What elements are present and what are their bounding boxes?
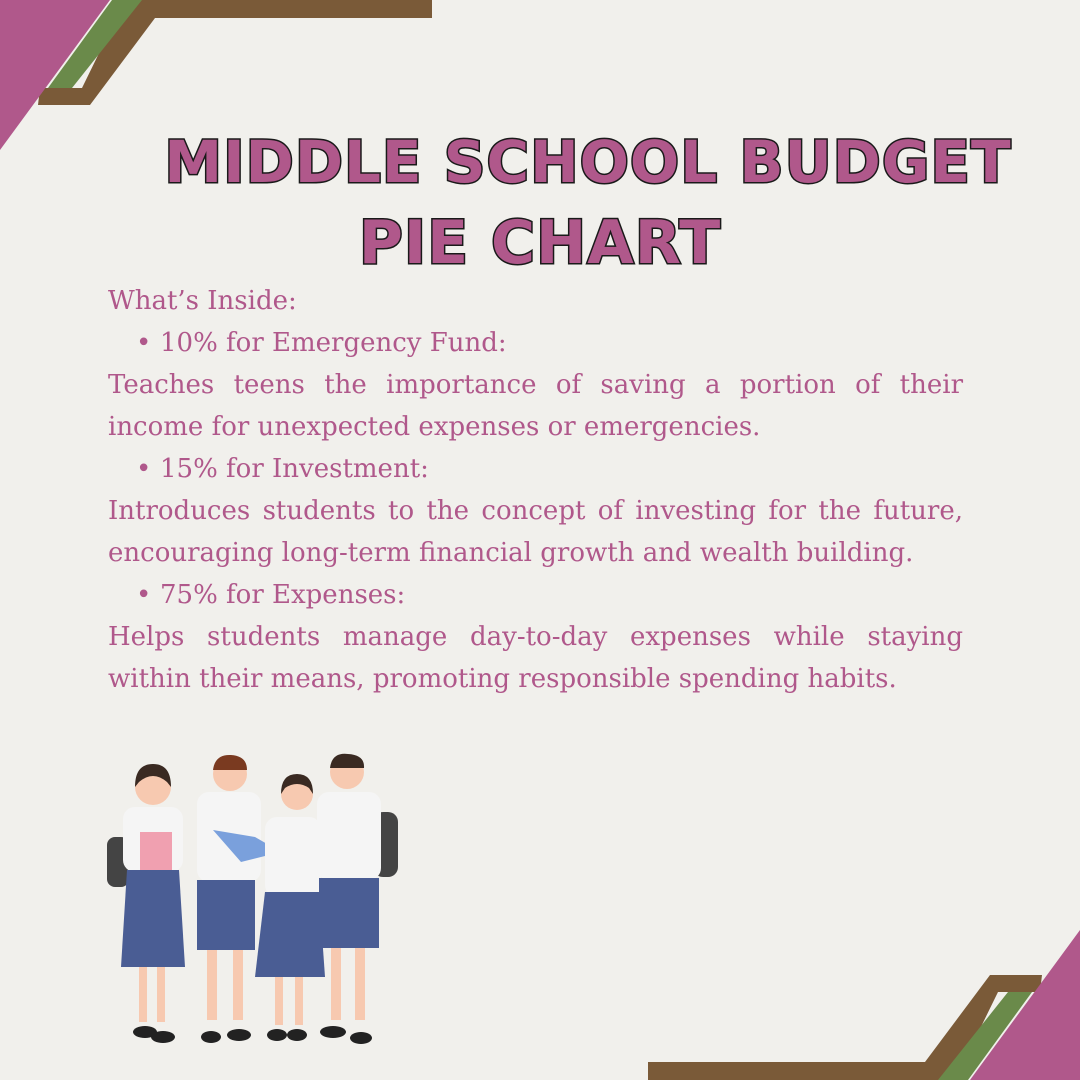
title-line-2: PIE CHART bbox=[358, 208, 722, 278]
student-girl-left bbox=[107, 764, 185, 1043]
students-illustration bbox=[105, 752, 405, 1052]
student-boy-right bbox=[317, 754, 398, 1044]
section-heading: What’s Inside: bbox=[108, 286, 297, 316]
title-line-1: MIDDLE SCHOOL BUDGET bbox=[164, 128, 1012, 196]
desc-investment: Introduces students to the concept of investing for the future, encouraging long-term financial growth and wealth building. bbox=[108, 496, 963, 568]
student-girl-middle bbox=[255, 774, 325, 1041]
bullet-expenses: • 75% for Expenses: bbox=[108, 574, 963, 616]
bullet-investment: • 15% for Investment: bbox=[108, 448, 963, 490]
desc-expenses: Helps students manage day-to-day expenses while staying within their means, promoting responsible spending habits. bbox=[108, 622, 963, 694]
bullet-emergency-fund: • 10% for Emergency Fund: bbox=[108, 322, 963, 364]
desc-emergency-fund: Teaches teens the importance of saving a portion of their income for unexpected expenses or emergencies. bbox=[108, 370, 963, 442]
content-block bbox=[108, 280, 963, 700]
